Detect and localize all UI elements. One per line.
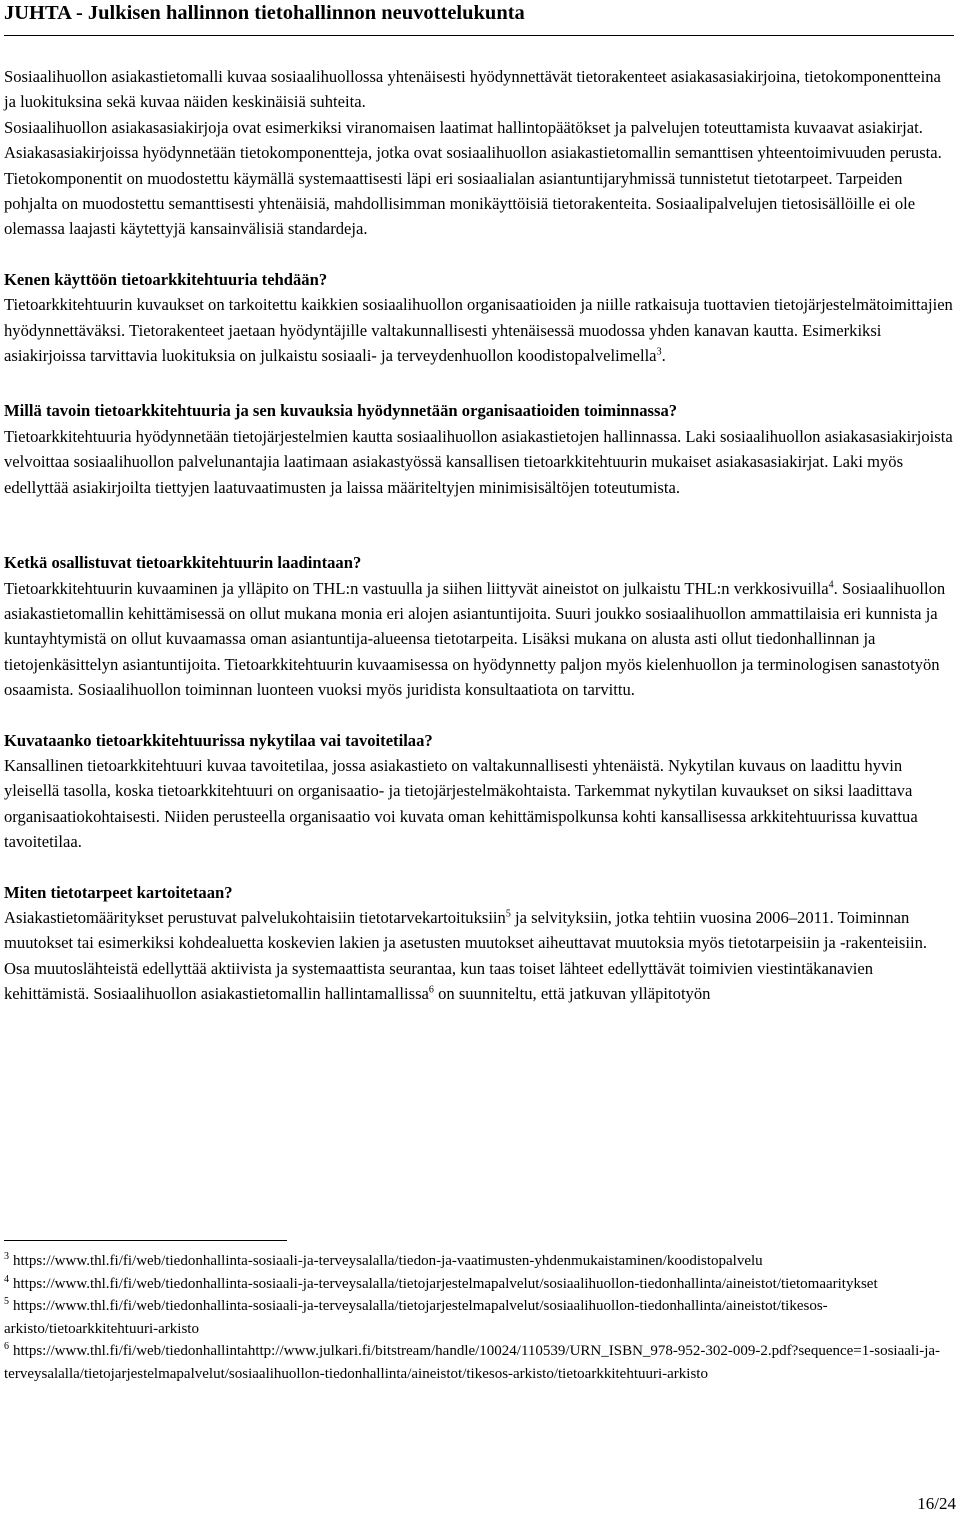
footnote-link[interactable]: https://www.thl.fi/fi/web/tiedonhallintahttp://www.julkari.fi/bitstream/handle/10024/110539/URN_ISBN_978-952-302-009-2.pdf?sequence=1-sosiaali-ja-terveysalalla/tietojarjestelmapalvelut/sosiaalihuollon-tiedonhallinta/aineistot/tikesos-arkisto/tietoarkkitehtuuri-arkisto	[4, 1343, 941, 1382]
footnote-ref: 4	[828, 578, 834, 590]
section-text: Tietoarkkitehtuurin kuvaaminen ja ylläpito on THL:n vastuulla ja siihen liittyvät aineistot on julkaistu THL:n verkkosivuilla$^4$. Sosiaalihuollon asiakastietomallin kehittämisessä on ollut mukana monia eri alojen asiantuntijoita. Suuri joukko sosiaalihuollon ammattilaisia eri kunnista ja kuntayhtymistä on ollut kuvaamassa oman asiantuntija-alueensa tietotarpeita. Lisäksi mukana on alusta asti ollut tiedonhallinnan ja tietojenkäsittelyn asiantuntijoita. Tietoarkkitehtuurin kuvaamisessa on hyödynnetty paljon myös kielenhuollon ja terminologisen sanastotyön osaamista. Sosiaalihuollon toiminnan luonteen vuoksi myös juridista konsultaatiota on tarvittu.	[4, 578, 946, 700]
section-text: Kansallinen tietoarkkitehtuuri kuvaa tavoitetilaa, jossa asiakastieto on valtakunnallisesti yhtenäistä. Nykytilan kuvaus on laadittu hyvin yleisellä tasolla, koska tietoarkkitehtuuri on organisaatio- ja tietojärjestelmäkohtaista. Tarkemmat nykytilan kuvaukset on siksi laadittava organisaatiokohtaisesti. Niiden perusteella organisaatio voi kuvata oman kehittämispolkunsa kohti kansallisessa arkkitehtuurissa kuvattua tavoitetilaa.	[4, 755, 918, 852]
footnote-divider	[4, 1240, 287, 1241]
section-text: Tietoarkkitehtuurin kuvaukset on tarkoitettu kaikkien sosiaalihuollon organisaatioiden ja niille ratkaisuja tuottavien tietojärjestelmätoimittajien hyödynnettäväksi. Tietorakenteet jaetaan hyödyntäjille valtakunnallisesti yhtenäisessä muodossa yhden kanavan kautta. Esimerkiksi asiakirjoissa tarvittavia luokituksia on julkaistu sosiaali- ja terveydenhuollon koodistopalvelimella$^3$.	[4, 295, 953, 366]
section-heading: Miten tietotarpeet kartoitetaan?	[4, 882, 233, 902]
intro-paragraph-1: Sosiaalihuollon asiakastietomalli kuvaa sosiaalihuollossa yhtenäisesti hyödynnettävät tietorakenteet asiakasasiakirjoina, tietokomponentteina ja luokituksina sekä kuvaa näiden keskinäisiä suhteita.	[4, 67, 941, 112]
document-body	[4, 64, 956, 1007]
footnote-ref: 5	[505, 908, 511, 920]
section-text: Tietoarkkitehtuuria hyödynnetään tietojärjestelmien kautta sosiaalihuollon asiakastietojen hallinnassa. Laki sosiaalihuollon asiakasasiakirjoista velvoittaa sosiaalihuollon palvelunantajia laatimaan asiakastyössä kansallisen tietoarkkitehtuurin mukaiset asiakasasiakirjat. Laki myös edellyttää asiakirjoilta tiettyjen laatuvaatimusten ja laissa määriteltyjen minimisisältöjen toteutumista.	[4, 426, 953, 497]
footnote-link[interactable]: https://www.thl.fi/fi/web/tiedonhallinta-sosiaali-ja-terveysalalla/tietojarjestelmapalvelut/sosiaalihuollon-tiedonhallinta/aineistot/tietomaaritykset	[13, 1275, 878, 1292]
document-header	[4, 0, 954, 36]
section-heading: Kenen käyttöön tietoarkkitehtuuria tehdään?	[4, 269, 328, 289]
footnote: $^5$ https://www.thl.fi/fi/web/tiedonhallinta-sosiaali-ja-terveysalalla/tietojarjestelmapalvelut/sosiaalihuollon-tiedonhallinta/aineistot/tikesos-arkisto/tietoarkkitehtuuri-arkisto	[4, 1296, 828, 1337]
page-number: 16/24	[917, 1494, 956, 1513]
footnote: $^4$ https://www.thl.fi/fi/web/tiedonhallinta-sosiaali-ja-terveysalalla/tietojarjestelmapalvelut/sosiaalihuollon-tiedonhallinta/aineistot/tietomaaritykset	[4, 1273, 878, 1292]
section-current-vs-target	[4, 728, 956, 855]
footnotes	[4, 1250, 956, 1386]
footnote-link[interactable]: https://www.thl.fi/fi/web/tiedonhallinta-sosiaali-ja-terveysalalla/tiedon-ja-vaatimusten-yhdenmukaistaminen/koodistopalvelu	[13, 1253, 763, 1269]
footnote: $^3$ https://www.thl.fi/fi/web/tiedonhallinta-sosiaali-ja-terveysalalla/tiedon-ja-vaatimusten-yhdenmukaistaminen/koodistopalvelu	[4, 1251, 763, 1269]
footnote-ref: 3	[656, 346, 662, 358]
section-text: Asiakastietomääritykset perustuvat palvelukohtaisiin tietotarvekartoituksiin$^5$ ja selvityksiin, jotka tehtiin vuosina 2006–2011. Toiminnan muutokset tai esimerkiksi kohdealuetta koskevien lakien ja asetusten muutokset aiheuttavat muutoksia myös tietotarpeisiin ja -rakenteisiin. Osa muutoslähteistä edellyttää aktiivista ja systemaattista seurantaa, kun taas toiset lähteet edellyttävät toimivien viestintäkanavien kehittämistä. Sosiaalihuollon asiakastietomallin hallintamallissa$^6$ on suunniteltu, että jatkuvan ylläpitotyön	[4, 907, 928, 1004]
section-information-needs	[4, 880, 956, 1007]
section-utilization	[4, 398, 956, 500]
section-heading: Kuvataanko tietoarkkitehtuurissa nykytilaa vai tavoitetilaa?	[4, 730, 433, 750]
section-heading: Ketkä osallistuvat tietoarkkitehtuurin laadintaan?	[4, 553, 362, 573]
section-heading: Millä tavoin tietoarkkitehtuuria ja sen kuvauksia hyödynnetään organisaatioiden toiminnassa?	[4, 401, 678, 421]
footnote-ref: 6	[428, 984, 434, 996]
intro-paragraph-2: Sosiaalihuollon asiakasasiakirjoja ovat esimerkiksi viranomaisen laatimat hallintopäätökset ja palvelujen toteuttamista kuvaavat asiakirjat. Asiakasasiakirjoissa hyödynnetään tietokomponentteja, jotka ovat sosiaalihuollon asiakastietomallin semanttisen yhteentoimivuuden perusta. Tietokomponentit on muodostettu käymällä systemaattisesti läpi eri sosiaalialan asiantuntijaryhmissä tunnistetut tietotarpeet. Tarpeiden pohjalta on muodostettu semanttisesti yhtenäisiä, mahdollisimman monikäyttöisiä tietorakenteita. Sosiaalipalvelujen tietosisällöille ei ole olemassa laajasti käytettyjä kansainvälisiä standardeja.	[4, 117, 942, 239]
footnote: $^6$ https://www.thl.fi/fi/web/tiedonhallintahttp://www.julkari.fi/bitstream/handle/10024/110539/URN_ISBN_978-952-302-009-2.pdf?sequence=1-sosiaali-ja-terveysalalla/tietojarjestelmapalvelut/sosiaalihuollon-tiedonhallinta/aineistot/tikesos-arkisto/tietoarkkitehtuuri-arkisto	[4, 1341, 941, 1382]
header-title: JUHTA - Julkisen hallinnon tietohallinnon neuvottelukunta	[4, 2, 525, 24]
footnote-link[interactable]: https://www.thl.fi/fi/web/tiedonhallinta-sosiaali-ja-terveysalalla/tietojarjestelmapalvelut/sosiaalihuollon-tiedonhallinta/aineistot/tikesos-arkisto/tietoarkkitehtuuri-arkisto	[4, 1298, 828, 1337]
section-participants	[4, 550, 956, 702]
section-usage	[4, 267, 956, 369]
